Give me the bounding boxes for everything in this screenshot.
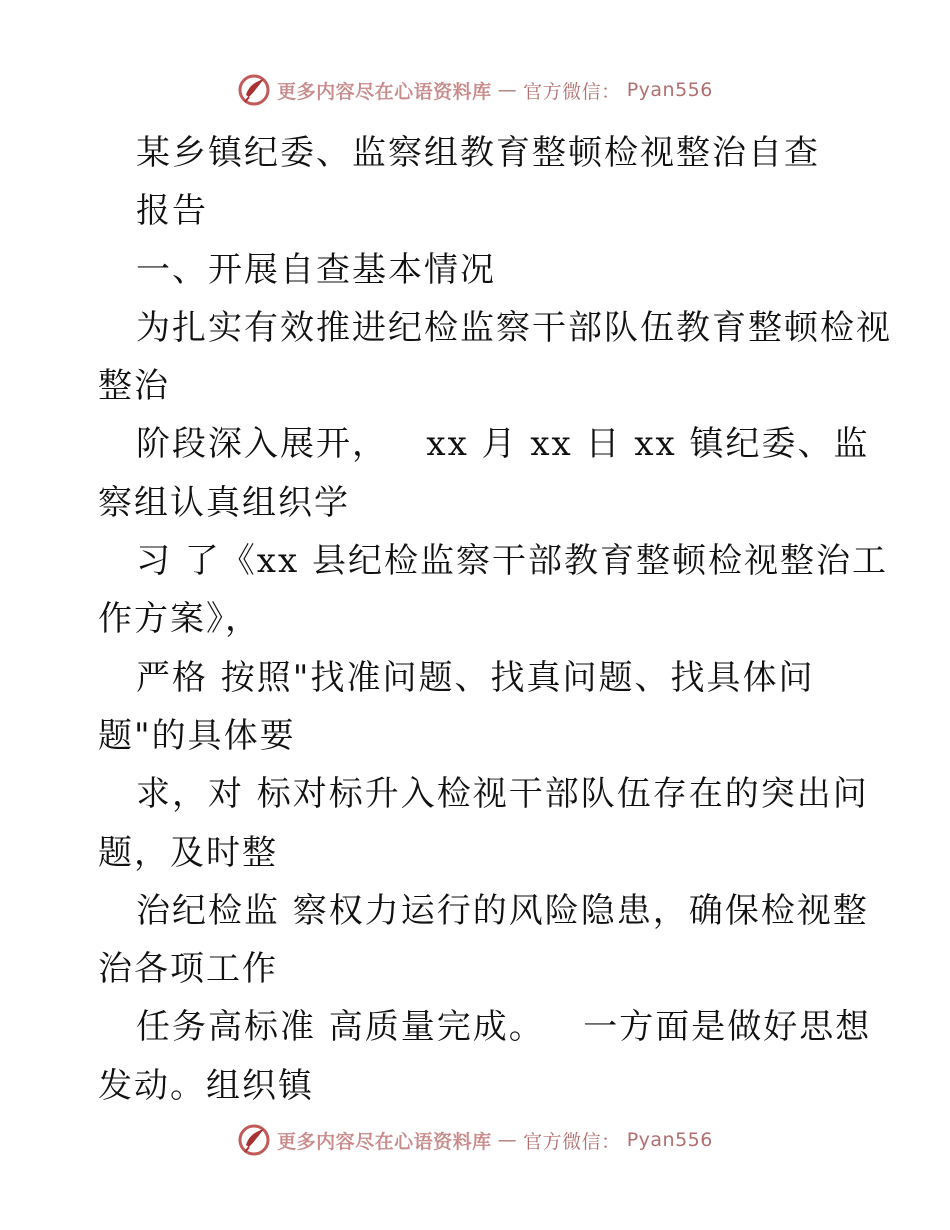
- document-line: 一、开展自查基本情况: [136, 249, 496, 290]
- document-line: 整治: [98, 366, 170, 407]
- document-line: 习 了《xx 县纪检监察干部教育整顿检视整治工: [136, 541, 888, 582]
- document-line: 察组认真组织学: [98, 482, 350, 523]
- watermark-wechat-id: Pyan556: [626, 79, 713, 101]
- watermark-wechat-label: 官方微信：: [523, 1130, 621, 1153]
- document-line: 任务高标准 高质量完成。 一方面是做好思想: [136, 1007, 872, 1048]
- footer-watermark: [0, 1120, 950, 1160]
- document-line: 治各项工作: [98, 949, 278, 990]
- logo-icon: [237, 73, 271, 107]
- header-watermark: [0, 70, 950, 110]
- watermark-dash: —: [497, 1129, 518, 1151]
- document-line: 严格 按照"找准问题、找真问题、找具体问: [136, 657, 815, 698]
- document-line: 作方案》，: [98, 599, 261, 640]
- document-line: 某乡镇纪委、监察组教育整顿检视整治自查: [136, 133, 820, 173]
- watermark-main-text: 更多内容尽在心语资料库: [277, 80, 492, 103]
- document-line: 报告: [136, 191, 208, 232]
- watermark-wechat-label: 官方微信：: [523, 80, 621, 103]
- document-line: 治纪检监 察权力运行的风险隐患，确保检视整: [136, 890, 869, 931]
- document-line: 为扎实有效推进纪检监察干部队伍教育整顿检视: [136, 307, 892, 348]
- document-line: 发动。组织镇: [98, 1065, 314, 1106]
- document-body: [98, 124, 892, 1115]
- document-line: 阶段深入展开， xx 月 xx 日 xx 镇纪委、监: [136, 424, 870, 465]
- document-line: 求，对 标对标升入检视干部队伍存在的突出问: [136, 774, 869, 815]
- watermark-dash: —: [497, 79, 518, 101]
- logo-icon: [237, 1123, 271, 1157]
- document-line: 题"的具体要: [98, 715, 296, 756]
- watermark-main-text: 更多内容尽在心语资料库: [277, 1130, 492, 1153]
- document-line: 题，及时整: [98, 832, 278, 873]
- watermark-wechat-id: Pyan556: [626, 1129, 713, 1151]
